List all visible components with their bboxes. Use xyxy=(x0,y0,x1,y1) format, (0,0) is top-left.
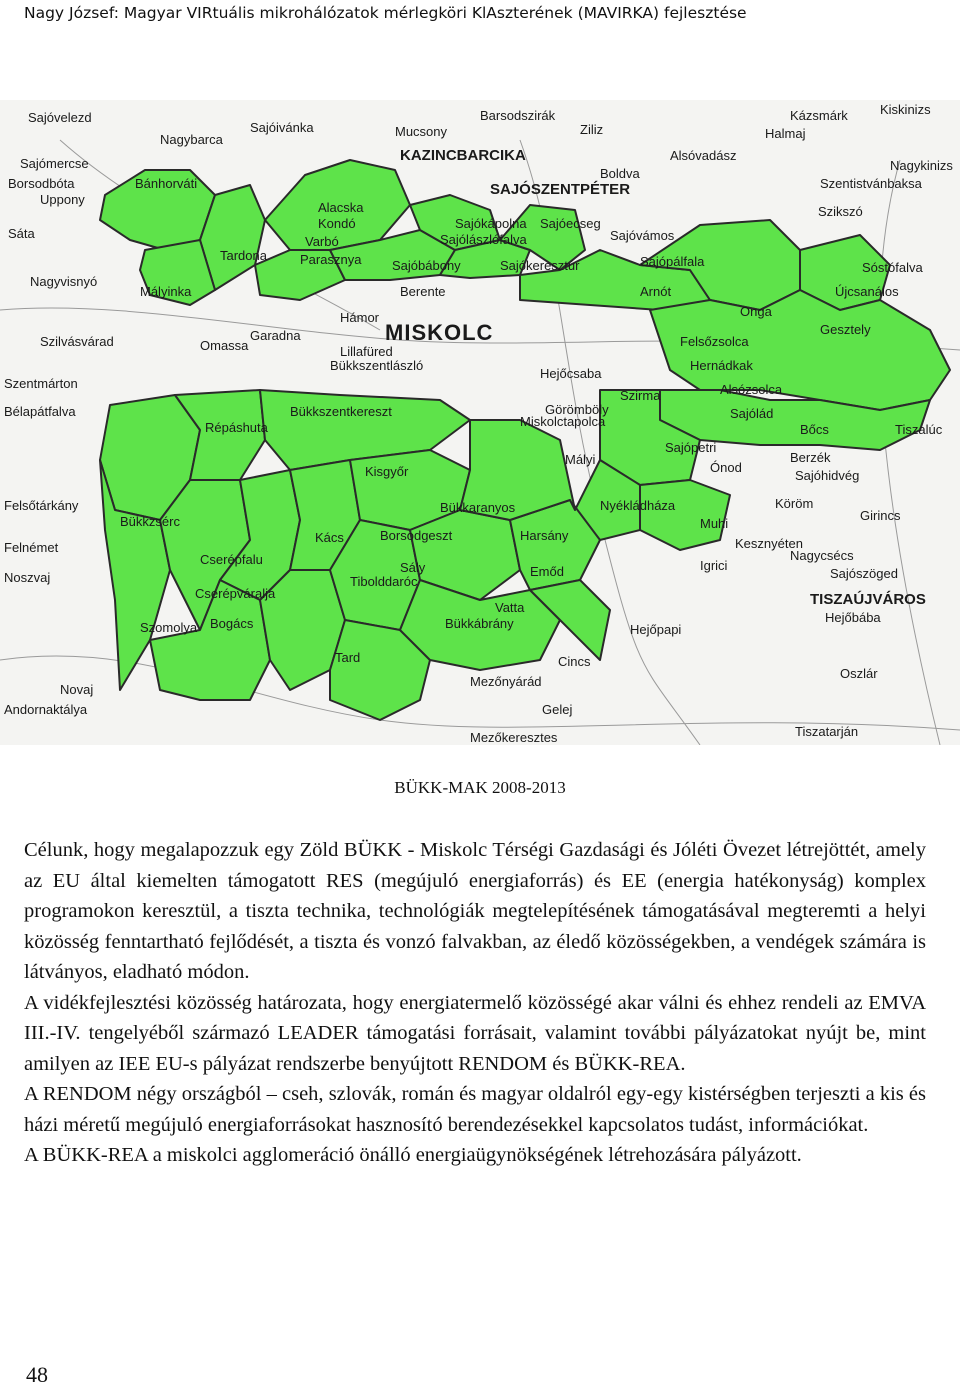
map-label: Cserépváralja xyxy=(195,586,276,601)
map-label: Vatta xyxy=(495,600,525,615)
map-label: Gesztely xyxy=(820,322,871,337)
map-label: Nyékládháza xyxy=(600,498,676,513)
map-label: Varbó xyxy=(305,234,339,249)
map-label: Oszlár xyxy=(840,666,878,681)
map-label: Hejőcsaba xyxy=(540,366,602,381)
page-number: 48 xyxy=(26,1362,48,1387)
map-label: Sajóvámos xyxy=(610,228,675,243)
map-label: Szentistvánbaksa xyxy=(820,176,922,191)
map-label: Mezőkeresztes xyxy=(470,730,558,745)
map-label: Sajókeresztúr xyxy=(500,258,580,273)
map-label: Sajószöged xyxy=(830,566,898,581)
map-label: Mucsony xyxy=(395,124,448,139)
map-label: Nagyvisnyó xyxy=(30,274,98,289)
map-label: Alsózsolca xyxy=(720,382,783,397)
map-label-miskolc: MISKOLC xyxy=(385,320,494,345)
paragraph: A RENDOM négy országból – cseh, szlovák, román és magyar oldalról egy-egy kistérségben terjeszti a kis és házi méretű megújuló energiaforrásokat hasznosító berendezésekkel kapcsolatos tudást, információkat. xyxy=(24,1083,926,1136)
paragraph: A vidékfejlesztési közösség határozata, hogy energiatermelő közösségé akar válni és ehhez rendeli az EMVA III.-IV. tengelyéből származó LEADER támogatási forrásait, valamint további pályázatokat nyújt be, mint amilyen az IEE EU-s pályázat rendszerbe benyújtott RENDOM és BÜKK-REA. xyxy=(24,991,926,1075)
region-map xyxy=(0,100,960,745)
map-label: Bükkzsérc xyxy=(120,514,180,529)
map-label: Noszvaj xyxy=(4,570,51,585)
map-label: Borsodgeszt xyxy=(380,528,453,543)
map-label: Sajómercse xyxy=(20,156,89,171)
map-label: Kács xyxy=(315,530,344,545)
map-label: Görömböly xyxy=(545,402,609,417)
map-label: Bükkaranyos xyxy=(440,500,516,515)
map-label: Sajóivánka xyxy=(250,120,314,135)
map-label: Garadna xyxy=(250,328,301,343)
map-label: Ónod xyxy=(710,460,742,475)
map-label: Emőd xyxy=(530,564,564,579)
map-label: Boldva xyxy=(600,166,640,181)
map-label: Nagycsécs xyxy=(790,548,854,563)
map-label: Kiskinizs xyxy=(880,102,931,117)
map-label: Bélapátfalva xyxy=(4,404,76,419)
map-label: Borsodbóta xyxy=(8,176,75,191)
map-label: Sajóbábony xyxy=(392,258,461,273)
map-label: Szilvásvárad xyxy=(40,334,114,349)
map-label: Parasznya xyxy=(300,252,362,267)
map-label: Hernádkak xyxy=(690,358,753,373)
map-label: Sajólád xyxy=(730,406,774,421)
map-label: Sajópetri xyxy=(665,440,717,455)
map-label: Sajókápolna xyxy=(455,216,527,231)
map-label: Sajópálfala xyxy=(640,254,705,269)
map-label: Szikszó xyxy=(818,204,863,219)
map-label: Kesznyéten xyxy=(735,536,803,551)
map-label: Barsodszirák xyxy=(480,108,556,123)
map-label-city: KAZINCBARCIKA xyxy=(400,147,526,164)
map-label: Sáta xyxy=(8,226,35,241)
map-label: Bükkábrány xyxy=(445,616,514,631)
map-label: Berente xyxy=(400,284,446,299)
map-label: Omassa xyxy=(200,338,249,353)
map-label: Tiszatarján xyxy=(795,724,859,739)
map-label: Gelej xyxy=(542,702,573,717)
map-label: Tard xyxy=(335,650,361,665)
map-label: Répáshuta xyxy=(205,420,268,435)
map-label: Kondó xyxy=(318,216,356,231)
paragraph: Célunk, hogy megalapozzuk egy Zöld BÜKK - Miskolc Térségi Gazdasági és Jóléti Övezet létrejöttét, amely az EU által kiemelten támogatott RES (megújuló energiaforrás) és EE (energia hatékonyság) komplex programokon keresztül, a tiszta technika, technológiák megtelepítésének támogatásával megteremti a helyi közösség fenntartható fejlődését, a tiszta és vonzó falvakban, az éledő közösségekben, a vendégek számára is látványos, eladható módon. xyxy=(24,839,926,983)
map-label: Bükkszentkereszt xyxy=(290,404,392,419)
map-label: Andornaktálya xyxy=(4,702,88,717)
map-label: Mályi xyxy=(565,452,596,467)
map-label: Miskolctapolca xyxy=(520,414,606,429)
map-label: Uppony xyxy=(40,192,85,207)
map-label: Lillafüred xyxy=(340,344,393,359)
map-label: Sóstófalva xyxy=(862,260,923,275)
map-label: Sajóecseg xyxy=(540,216,601,231)
map-label: Tibolddaróc xyxy=(350,574,418,589)
map-label: Újcsanálos xyxy=(835,284,899,299)
map-label: Novaj xyxy=(60,682,94,697)
map-label: Szomolya xyxy=(140,620,198,635)
map-label: Nagybarca xyxy=(160,132,223,147)
map-label: Sály xyxy=(400,560,426,575)
map-label: Bőcs xyxy=(800,422,829,437)
map-label: Berzék xyxy=(790,450,831,465)
map-label: Hejőpapi xyxy=(630,622,682,637)
map-label: Tiszalúc xyxy=(895,422,943,437)
map-label: Sajólászlófalva xyxy=(440,232,527,247)
map-label: Mezőnyárád xyxy=(470,674,542,689)
map-label: Sajóvelezd xyxy=(28,110,92,125)
map-caption: BÜKK-MAK 2008-2013 xyxy=(394,778,566,797)
region-e-2 xyxy=(640,480,730,550)
map-label: Muhi xyxy=(700,516,729,531)
map-label: Szirma xyxy=(620,388,661,403)
map-label: Hámor xyxy=(340,310,380,325)
map-label: Tardona xyxy=(220,248,267,263)
map-label: Onga xyxy=(740,304,772,319)
map-label: Arnót xyxy=(640,284,672,299)
map-label: Girincs xyxy=(860,508,901,523)
map-label: Halmaj xyxy=(765,126,806,141)
map-label-city: TISZAÚJVÁROS xyxy=(810,591,926,608)
map-svg xyxy=(0,100,960,745)
map-label: Harsány xyxy=(520,528,569,543)
map-label: Alacska xyxy=(318,200,364,215)
map-label: Sajóhidvég xyxy=(795,468,860,483)
body-text xyxy=(24,835,926,1171)
paragraph: A BÜKK-REA a miskolci agglomeráció önálló energiaügynökségének létrehozására pályázott. xyxy=(24,1144,802,1166)
map-label: Köröm xyxy=(775,496,814,511)
map-label: Felsőzsolca xyxy=(680,334,749,349)
map-label: Mályinka xyxy=(140,284,192,299)
map-label: Igrici xyxy=(700,558,728,573)
map-label: Cincs xyxy=(558,654,591,669)
map-label: Kisgyőr xyxy=(365,464,409,479)
running-header: Nagy József: Magyar VIRtuális mikrohálózatok mérlegköri KlAszterének (MAVIRKA) fejlesztése xyxy=(24,4,747,22)
map-label: Felsőtárkány xyxy=(4,498,79,513)
map-label: Kázsmárk xyxy=(790,108,848,123)
map-label: Felnémet xyxy=(4,540,59,555)
map-label: Alsóvadász xyxy=(670,148,737,163)
map-label: Bogács xyxy=(210,616,254,631)
map-label: Cserépfalu xyxy=(200,552,263,567)
map-label: Bánhorváti xyxy=(135,176,198,191)
map-label: Szentmárton xyxy=(4,376,78,391)
map-label: Bükkszentlászló xyxy=(330,358,424,373)
map-label: Ziliz xyxy=(580,122,604,137)
map-label-city: SAJÓSZENTPÉTER xyxy=(490,181,631,198)
map-label: Nagykinizs xyxy=(890,158,953,173)
map-label: Hejőbába xyxy=(825,610,881,625)
